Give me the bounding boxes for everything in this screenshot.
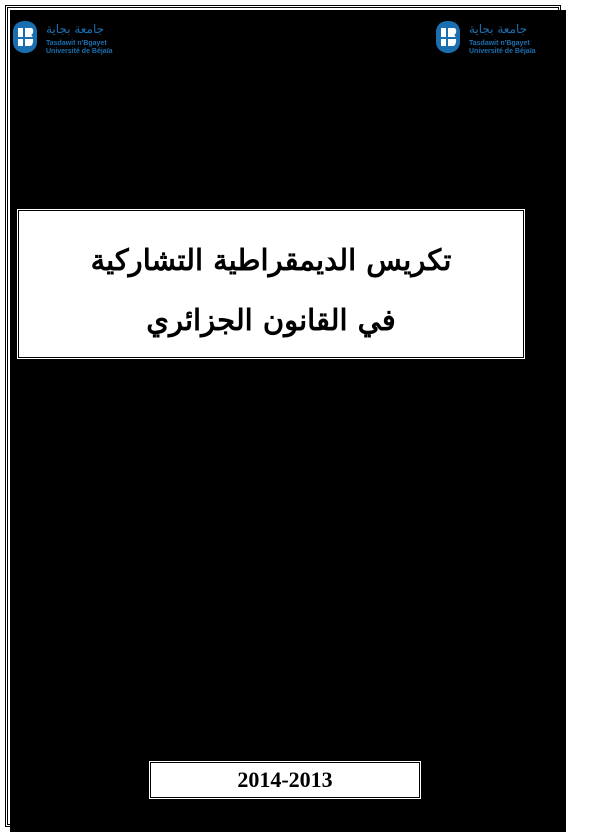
committee-member: الأستاذ:بن خالد السعدي..............................................ممتحنا (210, 702, 535, 716)
thesis-title-line1: تكريس الديمقراطية التشاركية (90, 243, 452, 277)
academic-year: 2014-2013 (148, 760, 422, 800)
student-name: بوخزار كنزة (458, 580, 534, 595)
logo-french-line2: Université de Béjaïa (46, 48, 113, 55)
committee-member: الأستاذ: بلول جمال....................................................رئيسا (216, 657, 535, 671)
logo-french-line1: Tasdawit n'Bgayet (46, 40, 107, 47)
faculty-name: كلية الحقوق والعلوم السياسية (178, 62, 392, 82)
logo-arabic-text: جامعة بجاية (469, 22, 528, 36)
university-emblem-icon (10, 20, 40, 54)
department-name: قسم القانون العام (227, 102, 343, 120)
supervisor-label: تحت إشراف الأستاذ: (72, 532, 184, 547)
student-name: طمين وحيدة (453, 556, 534, 571)
title-box (16, 208, 526, 360)
logo-french-line2: Université de Béjaïa (469, 48, 536, 55)
logo-arabic-text: جامعة بجاية (46, 22, 105, 36)
title-label: العنوان (262, 171, 318, 193)
thesis-title-line2: في القانون الجزائري (146, 303, 396, 337)
university-logo-right (433, 20, 563, 60)
memo-branch: فرع: القانون العام (256, 409, 375, 424)
supervisor-name: عيساوي عزالدين (62, 556, 170, 571)
committee-title: لجنة المناقشة (246, 632, 344, 648)
committee-member: الأستاذ: عيساوي عزالدين..........................................مشرفا ومقررا (179, 680, 535, 694)
logo-french-line1: Tasdawit n'Bgayet (469, 40, 530, 47)
students-label: من إعداد الطلبتين: (432, 532, 534, 547)
memo-degree: مذكرة لنيل شهادة الماستر (205, 383, 375, 398)
memo-specialty: تخصص: الجماعات المحلية والهيئات الإقليمية (157, 433, 440, 448)
university-name: جامعة عبد الرحمان ميرة_بجاية (176, 26, 394, 46)
